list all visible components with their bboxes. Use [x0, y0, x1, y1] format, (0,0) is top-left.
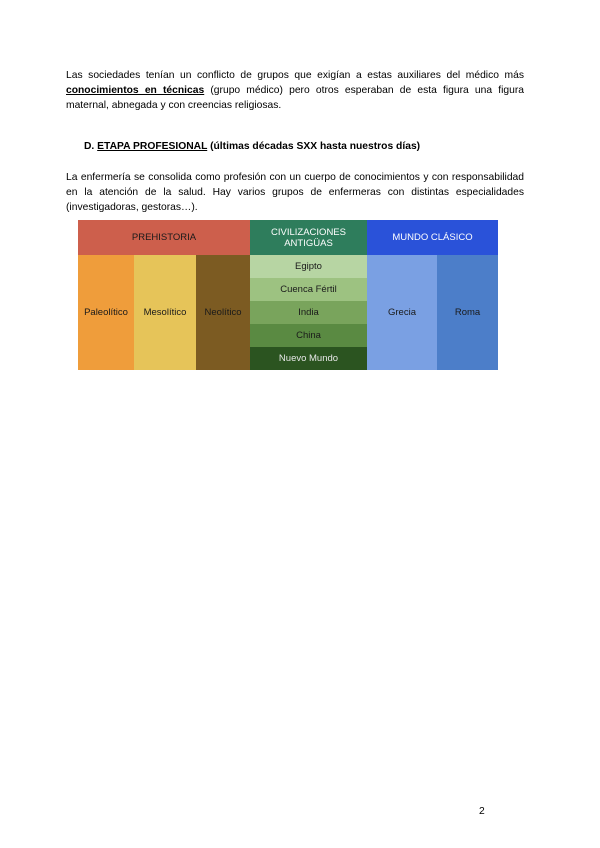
timeline-row — [78, 255, 498, 278]
cell-china: China — [250, 324, 367, 347]
cell-egipto: Egipto — [250, 255, 367, 278]
header-civilizaciones — [250, 220, 367, 255]
cell-roma: Roma — [437, 255, 498, 370]
cell-paleolitico: Paleolítico — [78, 255, 134, 370]
cell-mesolitico: Mesolítico — [134, 255, 196, 370]
intro-paragraph — [66, 68, 524, 113]
section-heading — [84, 141, 420, 152]
cell-cuenca-fertil: Cuenca Fértil — [250, 278, 367, 301]
heading-title: ETAPA PROFESIONAL — [97, 141, 208, 152]
heading-prefix: D. — [84, 141, 98, 152]
page-number: 2 — [479, 806, 485, 817]
cell-grecia: Grecia — [367, 255, 437, 370]
timeline-header-row — [78, 220, 498, 255]
history-timeline-table — [78, 220, 498, 370]
profession-paragraph: La enfermería se consolida como profesión con un cuerpo de conocimientos y con responsabilidad en la atención de la salud. Hay varios grupos de enfermeras con distintas especialidades (investigadoras, gestoras…). — [66, 172, 524, 213]
intro-emphasis: conocimientos en técnicas — [66, 85, 205, 96]
header-mundo-clasico: MUNDO CLÁSICO — [367, 220, 498, 255]
intro-text-start: Las sociedades tenían un conflicto de grupos que exigían a estas auxiliares del médico más — [66, 70, 524, 81]
cell-india: India — [250, 301, 367, 324]
cell-neolitico: Neolítico — [196, 255, 250, 370]
intro-text-end: (grupo médico) pero otros esperaban de esta figura una figura maternal, abnegada y con creencias religiosas. — [66, 85, 524, 111]
heading-subtitle: (últimas décadas SXX hasta nuestros días) — [207, 141, 421, 152]
header-civilizaciones-line2: ANTIGÜAS — [284, 237, 333, 249]
cell-nuevo-mundo: Nuevo Mundo — [250, 347, 367, 370]
header-prehistoria: PREHISTORIA — [78, 220, 250, 255]
header-civilizaciones-line1: CIVILIZACIONES — [271, 226, 346, 238]
